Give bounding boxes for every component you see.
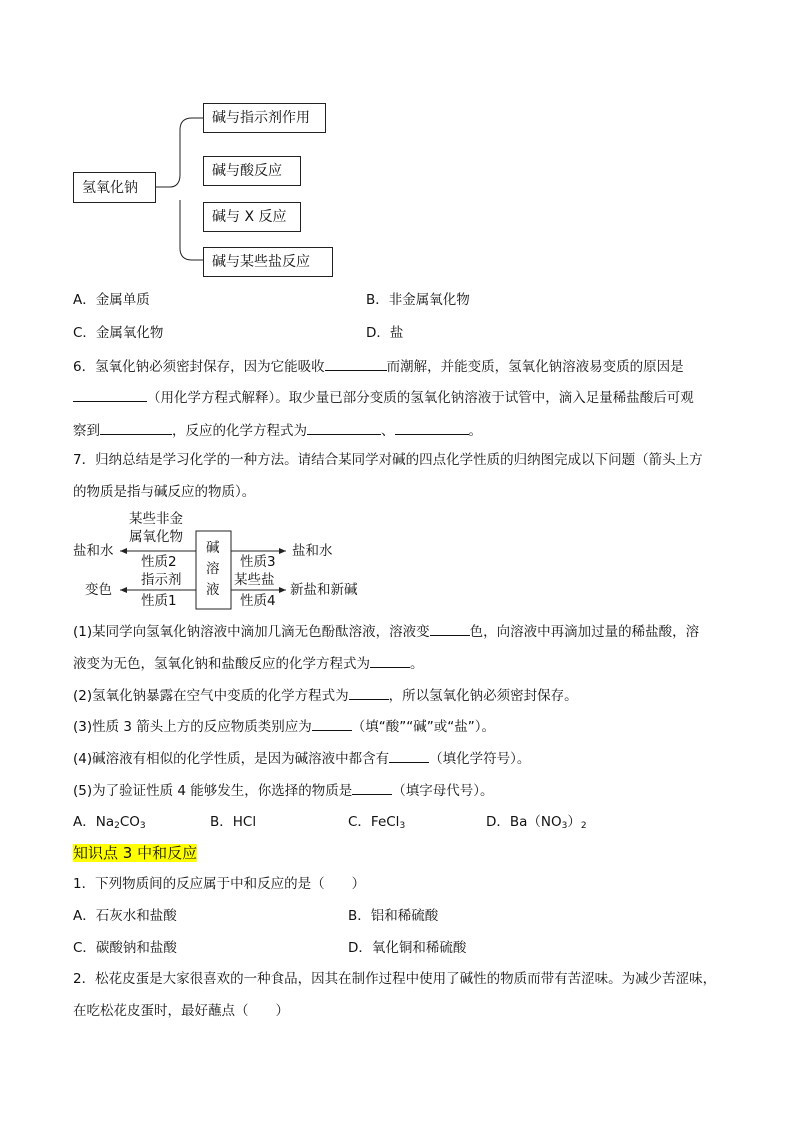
q7-sub1-line-1 xyxy=(73,621,734,642)
q6-line-1 xyxy=(73,356,734,377)
q6-text: 、 xyxy=(381,423,395,439)
q7-option-b: B．HCl xyxy=(210,814,257,830)
label-color-change: 变色 xyxy=(85,582,112,598)
answer-blank[interactable] xyxy=(352,780,392,795)
option-text: A．Na xyxy=(73,814,115,830)
s3-q1-option-a: A．石灰水和盐酸 xyxy=(73,908,177,924)
s3-q1-option-d: D．氧化铜和稀硫酸 xyxy=(348,940,467,956)
label-left-salt-water: 盐和水 xyxy=(73,543,114,559)
q7-text: (4)碱溶液有相似的化学性质，是因为碱溶液中都含有 xyxy=(73,751,390,767)
q5-option-c: C．金属氧化物 xyxy=(73,325,164,341)
q7-text: 色，向溶液中再滴加过量的稀盐酸，溶 xyxy=(469,624,700,640)
q7-text: (5)为了验证性质 4 能够发生，你选择的物质是 xyxy=(73,783,353,799)
q7-text: （填“酸”“碱”或“盐”）。 xyxy=(351,719,496,735)
q6-text: （用化学方程式解释）。取少量已部分变质的氢氧化钠溶液于试管中，滴入足量稀盐酸后可观 xyxy=(147,390,694,406)
branch-indicator: 碱与指示剂作用 xyxy=(203,103,326,133)
q5-option-a: A．金属单质 xyxy=(73,292,150,308)
q6-text: ，反应的化学方程式为 xyxy=(172,423,307,439)
q6-line-2 xyxy=(73,387,734,408)
q7-option-c xyxy=(348,812,405,836)
label-indicator: 指示剂 xyxy=(141,572,182,588)
s3-q1-option-c: C．碳酸钠和盐酸 xyxy=(73,940,177,956)
answer-blank[interactable] xyxy=(349,685,389,700)
option-text: C．FeCl xyxy=(348,814,400,830)
section-title: 知识点 3 中和反应 xyxy=(73,844,198,862)
q7-text: (1)某同学向氢氧化钠溶液中滴加几滴无色酚酞溶液，溶液变 xyxy=(73,624,430,640)
section-heading xyxy=(73,843,197,863)
subscript: 3 xyxy=(561,821,568,831)
q7-text: （填化学符号）。 xyxy=(429,751,531,767)
q7-sub1-line-2 xyxy=(73,653,734,674)
q7-line-1: 7．归纳总结是学习化学的一种方法。请结合某同学对碱的四点化学性质的归纳图完成以下问题（箭头上方 xyxy=(73,452,703,468)
option-text: D．Ba（NO xyxy=(486,814,562,830)
branch-x: 碱与 X 反应 xyxy=(203,202,301,232)
label-right-salt-water: 盐和水 xyxy=(292,543,333,559)
answer-blank[interactable] xyxy=(430,621,470,636)
diagram-arrows xyxy=(0,500,794,620)
subscript: 2 xyxy=(114,821,120,831)
q7-sub5 xyxy=(73,780,734,801)
label-nonmetal-oxide-1: 某些非金 xyxy=(129,511,183,527)
answer-blank[interactable] xyxy=(100,420,172,435)
s3-q2-line-2: 在吃松花皮蛋时，最好蘸点（ ） xyxy=(73,1003,289,1019)
q6-text: 。 xyxy=(468,423,482,439)
label-prop2: 性质2 xyxy=(141,554,177,570)
branch-salt: 碱与某些盐反应 xyxy=(203,247,333,277)
answer-blank[interactable] xyxy=(389,748,429,763)
q7-option-d xyxy=(486,812,587,836)
q7-text: 。 xyxy=(410,656,424,672)
center-char-3: 液 xyxy=(206,582,220,598)
label-prop4: 性质4 xyxy=(240,593,276,609)
q7-text: (2)氢氧化钠暴露在空气中变质的化学方程式为 xyxy=(73,688,349,704)
label-some-salt: 某些盐 xyxy=(234,572,275,588)
label-nonmetal-oxide-2: 属氧化物 xyxy=(129,529,183,545)
q7-text: 液变为无色，氢氧化钠和盐酸反应的化学方程式为 xyxy=(73,656,370,672)
q6-text: 而潮解，并能变质，氢氧化钠溶液易变质的原因是 xyxy=(386,359,684,375)
root-node: 氢氧化钠 xyxy=(73,172,156,203)
branch-acid: 碱与酸反应 xyxy=(203,156,301,186)
q5-option-b: B．非金属氧化物 xyxy=(366,292,470,308)
diagram-connectors xyxy=(0,0,794,300)
subscript: 3 xyxy=(399,821,406,831)
answer-blank[interactable] xyxy=(370,653,410,668)
q7-text: （填字母代号）。 xyxy=(392,783,494,799)
q7-sub4 xyxy=(73,748,734,769)
label-prop1: 性质1 xyxy=(141,593,177,609)
label-new-salt-base: 新盐和新碱 xyxy=(290,582,358,598)
q5-option-d: D．盐 xyxy=(366,325,404,341)
option-text: ） xyxy=(567,814,581,830)
s3-q1-stem: 1．下列物质间的反应属于中和反应的是（ ） xyxy=(73,876,366,892)
s3-q1-option-b: B．铝和稀硫酸 xyxy=(348,908,439,924)
center-char-2: 溶 xyxy=(206,561,220,577)
q7-sub3 xyxy=(73,716,734,737)
option-text: CO xyxy=(119,814,140,830)
subscript: 2 xyxy=(580,821,587,831)
subscript: 3 xyxy=(139,821,146,831)
q6-line-3 xyxy=(73,420,734,441)
answer-blank[interactable] xyxy=(73,387,147,402)
q7-text: ，所以氢氧化钠必须密封保存。 xyxy=(388,688,578,704)
q6-text: 6．氢氧化钠必须密封保存，因为它能吸收 xyxy=(73,359,325,375)
q7-option-a xyxy=(73,812,146,836)
s3-q2-line-1: 2．松花皮蛋是大家很喜欢的一种食品，因其在制作过程中使用了碱性的物质而带有苦涩味。为减少苦涩味， xyxy=(73,971,717,987)
answer-blank[interactable] xyxy=(307,420,381,435)
label-prop3: 性质3 xyxy=(240,554,276,570)
q7-text: (3)性质 3 箭头上方的反应物质类别应为 xyxy=(73,719,312,735)
center-char-1: 碱 xyxy=(206,540,220,556)
answer-blank[interactable] xyxy=(312,716,352,731)
q7-line-2: 的物质是指与碱反应的物质）。 xyxy=(73,484,256,500)
q7-sub2 xyxy=(73,685,734,706)
answer-blank[interactable] xyxy=(325,356,387,371)
answer-blank[interactable] xyxy=(395,420,469,435)
q6-text: 察到 xyxy=(73,423,100,439)
